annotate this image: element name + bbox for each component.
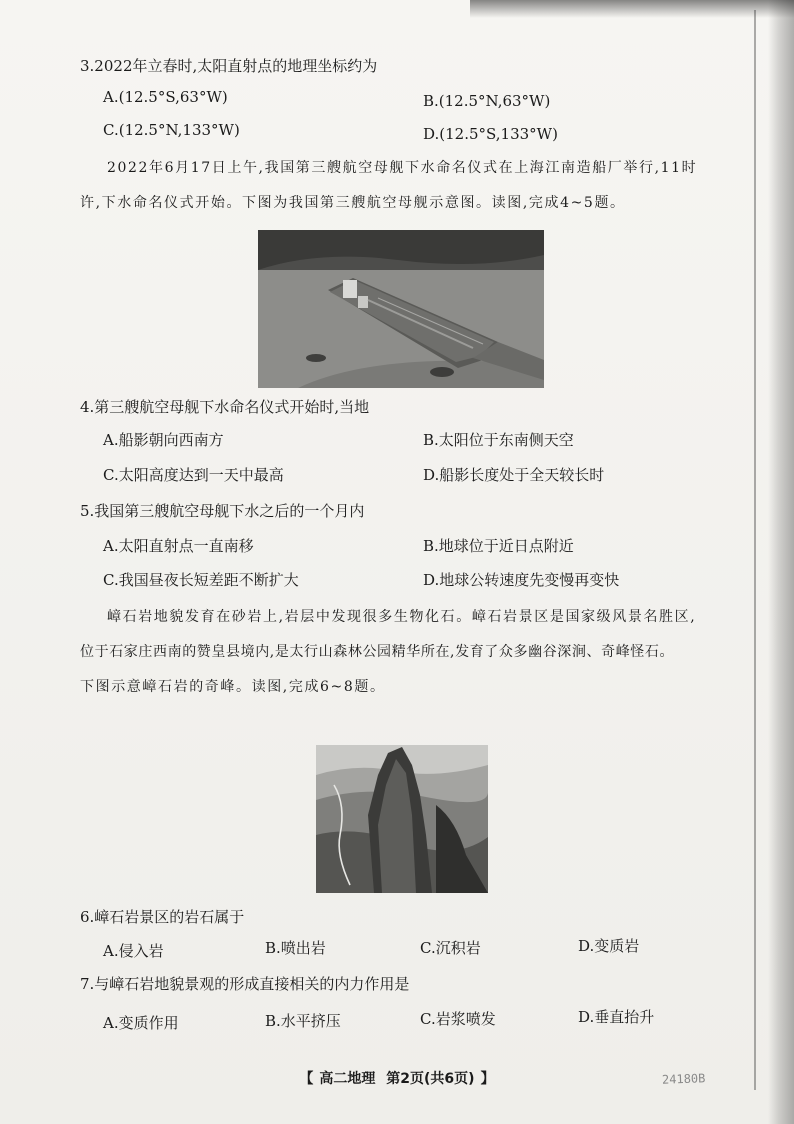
question-5-option-d: D.地球公转速度先变慢再变快 xyxy=(423,571,620,589)
question-6-option-a: A.侵入岩 xyxy=(103,942,164,960)
footer-page-number: 第2页(共6页) xyxy=(386,1071,475,1087)
question-6-stem: 6.嶂石岩景区的岩石属于 xyxy=(80,908,245,926)
question-5-option-b: B.地球位于近日点附近 xyxy=(423,537,574,555)
question-5-option-a: A.太阳直射点一直南移 xyxy=(103,537,254,555)
scan-edge-line xyxy=(754,10,756,1090)
question-7-stem: 7.与嶂石岩地貌景观的形成直接相关的内力作用是 xyxy=(80,975,410,993)
intro-paragraph-2-line-2: 位于石家庄西南的赞皇县境内,是太行山森林公园精华所在,发育了众多幽谷深涧、奇峰怪石。 xyxy=(80,644,675,660)
scan-shadow-right xyxy=(768,0,794,1124)
question-7-option-b: B.水平挤压 xyxy=(265,1012,341,1030)
scan-shadow-top xyxy=(470,0,794,18)
footer-subject: 高二地理 xyxy=(319,1071,376,1087)
intro-paragraph-1-line-1: 2022年6月17日上午,我国第三艘航空母舰下水命名仪式在上海江南造船厂举行,11时 xyxy=(107,160,698,176)
question-3-option-b: B.(12.5°N,63°W) xyxy=(423,92,551,110)
question-4-option-c: C.太阳高度达到一天中最高 xyxy=(103,466,284,484)
question-7-option-d: D.垂直抬升 xyxy=(578,1008,655,1026)
rock-peak-photo xyxy=(316,745,488,893)
question-7-option-a: A.变质作用 xyxy=(103,1014,179,1032)
question-4-option-a: A.船影朝向西南方 xyxy=(103,431,224,449)
question-3-option-c: C.(12.5°N,133°W) xyxy=(103,121,240,139)
intro-paragraph-2-line-1: 嶂石岩地貌发育在砂岩上,岩层中发现很多生物化石。嶂石岩景区是国家级风景名胜区, xyxy=(107,609,697,625)
question-3-option-d: D.(12.5°S,133°W) xyxy=(423,125,558,143)
question-3-option-a: A.(12.5°S,63°W) xyxy=(103,88,228,106)
question-6-option-d: D.变质岩 xyxy=(578,937,640,955)
footer-open-bracket: 【 xyxy=(299,1071,314,1087)
intro-paragraph-1-line-2: 许,下水命名仪式开始。下图为我国第三艘航空母舰示意图。读图,完成4~5题。 xyxy=(80,195,626,211)
question-6-option-b: B.喷出岩 xyxy=(265,939,326,957)
question-5-stem: 5.我国第三艘航空母舰下水之后的一个月内 xyxy=(80,502,365,520)
question-4-stem: 4.第三艘航空母舰下水命名仪式开始时,当地 xyxy=(80,398,370,416)
exam-code: 24180B xyxy=(661,1071,706,1087)
question-3-stem: 3.2022年立春时,太阳直射点的地理坐标约为 xyxy=(80,57,378,75)
question-4-option-b: B.太阳位于东南侧天空 xyxy=(423,431,574,449)
footer-close-bracket: 】 xyxy=(480,1071,495,1087)
aircraft-carrier-image xyxy=(258,230,544,388)
intro-paragraph-2-line-3: 下图示意嶂石岩的奇峰。读图,完成6~8题。 xyxy=(80,679,386,695)
rock-peak-image xyxy=(316,745,488,893)
question-5-option-c: C.我国昼夜长短差距不断扩大 xyxy=(103,571,299,589)
aircraft-carrier-photo xyxy=(258,230,544,388)
question-6-option-c: C.沉积岩 xyxy=(420,939,481,957)
question-7-option-c: C.岩浆喷发 xyxy=(420,1010,496,1028)
question-4-option-d: D.船影长度处于全天较长时 xyxy=(423,466,605,484)
